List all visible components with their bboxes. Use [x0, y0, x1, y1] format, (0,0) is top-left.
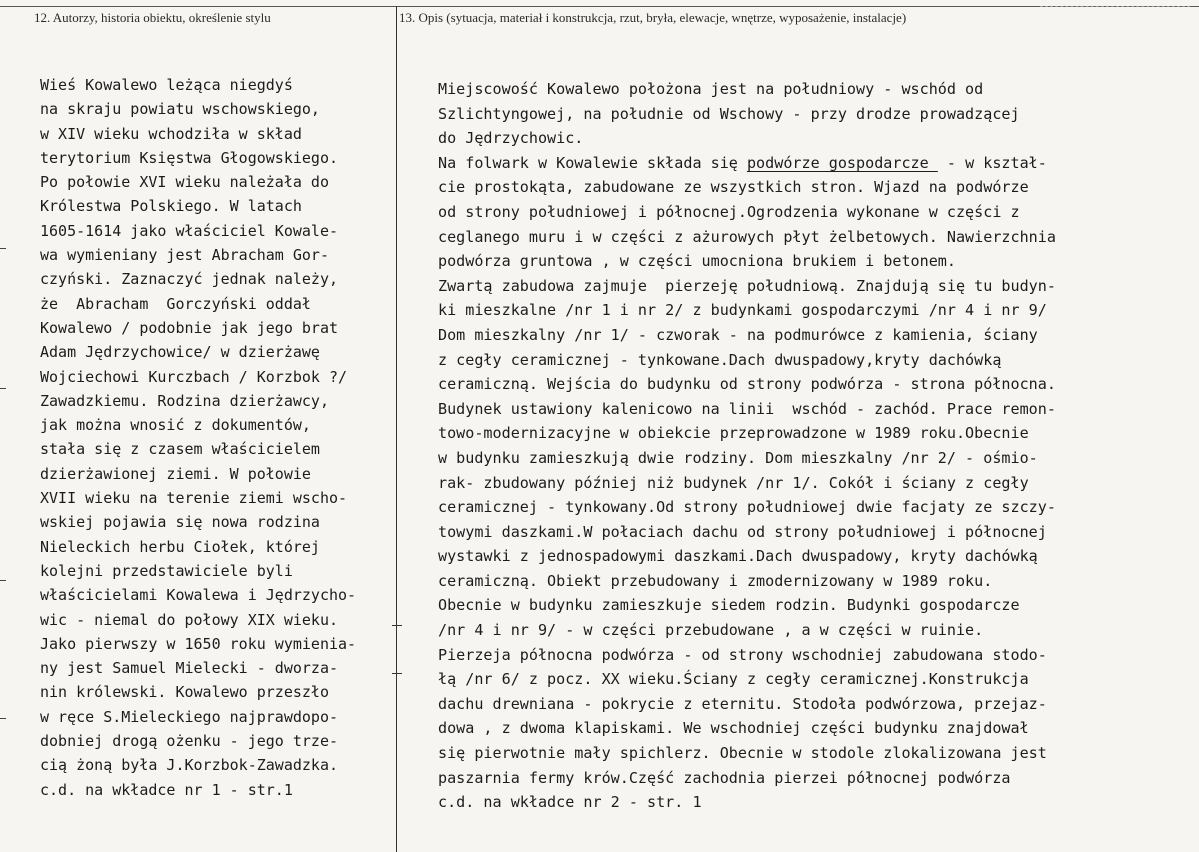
text-line: Pierzeja północna podwórza - od strony wschodniej zabudowana stodo- — [438, 645, 1047, 664]
top-rule — [0, 6, 1199, 7]
text-line: Obecnie w budynku zamieszkuje siedem rodzin. Budynki gospodarcze — [438, 596, 1020, 615]
description-text-column — [438, 77, 1193, 815]
text-line: łą /nr 6/ z pocz. XX wieku.Ściany z cegły ceramicznej.Konstrukcja — [438, 670, 1029, 689]
text-line: nin królewski. Kowalewo przeszło — [40, 683, 329, 702]
text-line: Dom mieszkalny /nr 1/ - czworak - na podmurówce z kamienia, ściany — [438, 325, 1038, 344]
text-line: Budynek ustawiony kalenicowo na linii wschód - zachód. Prace remon- — [438, 399, 1056, 418]
text-line: dobniej drogą ożenku - jego trze- — [40, 732, 339, 751]
text-line: Wojciechowi Kurczbach / Korzbok ?/ — [40, 367, 348, 386]
margin-tick — [0, 718, 6, 719]
text-line: ceramiczną. Obiekt przebudowany i zmodernizowany w 1989 roku. — [438, 571, 993, 590]
text-line: jak można wnosić z dokumentów, — [40, 416, 311, 435]
text-line: /nr 4 i nr 9/ - w części przebudowane , a w części w ruinie. — [438, 621, 984, 640]
text-line: podwórza gruntowa , w części umocniona brukiem i betonem. — [438, 252, 956, 271]
text-line: właścicielami Kowalewa i Jędrzycho- — [40, 586, 357, 605]
margin-tick — [0, 580, 6, 581]
text-line: ceglanego muru i w części z ażurowych płyt żelbetowych. Nawierzchnia — [438, 227, 1056, 246]
text-line: paszarnia fermy krów.Część zachodnia pierzei północnej podwórza — [438, 768, 1011, 787]
continuation-note: c.d. na wkładce nr 1 - str.1 — [40, 780, 293, 799]
text-line: ki mieszkalne /nr 1 i nr 2/ z budynkami gospodarczymi /nr 4 i nr 9/ — [438, 301, 1047, 320]
text-line: ceramiczną. Wejścia do budynku od strony podwórza - strona północna. — [438, 375, 1056, 394]
text-line: wskiej pojawia się nowa rodzina — [40, 513, 320, 532]
text-line: od strony południowej i północnej.Ogrodzenia wykonane w części z — [438, 202, 1020, 221]
history-text-column — [40, 73, 394, 802]
text-line: towo-modernizacyjne w obiekcie przeprowadzone w 1989 roku.Obecnie — [438, 424, 1029, 443]
text-line: w ręce S.Mieleckiego najprawdopo- — [40, 707, 339, 726]
text-line: Po połowie XVI wieku należała do — [40, 173, 329, 192]
text-line: Adam Jędrzychowice/ w dzierżawę — [40, 343, 320, 362]
text-line: czyński. Zaznaczyć jednak należy, — [40, 270, 339, 289]
underlined-term: podwórze gospodarcze — [746, 153, 938, 172]
text-line: ny jest Samuel Mielecki - dworza- — [40, 659, 339, 678]
text-line: ceramicznej - tynkowany.Od strony południowej dwie facjaty ze szczy- — [438, 498, 1056, 517]
text-line: Królestwa Polskiego. W latach — [40, 197, 302, 216]
text-line: Zwartą zabudowa zajmuje pierzeję południową. Znajdują się tu budyn- — [438, 276, 1056, 295]
text-line: z cegły ceramicznej - tynkowane.Dach dwuspadowy,kryty dachówką — [438, 350, 1002, 369]
text-line: terytorium Księstwa Głogowskiego. — [40, 148, 339, 167]
text-line: cią żoną była J.Korzbok-Zawadzka. — [40, 756, 339, 775]
text-line: w XIV wieku wchodziła w skład — [40, 124, 302, 143]
text-line: cie prostokąta, zabudowane ze wszystkich stron. Wjazd na podwórze — [438, 178, 1029, 197]
text-line: dachu drewniana - pokrycie z eternitu. Stodoła podwórzowa, przejaz- — [438, 694, 1047, 713]
text-line: Jako pierwszy w 1650 roku wymienia- — [40, 634, 357, 653]
text-line: się pierwotnie mały spichlerz. Obecnie w stodole zlokalizowana jest — [438, 744, 1047, 763]
margin-tick — [0, 388, 6, 389]
text-line: towymi daszkami.W połaciach dachu od strony południowej i północnej — [438, 522, 1047, 541]
text-line: na skraju powiatu wschowskiego, — [40, 100, 320, 119]
top-rule-dashed — [1040, 6, 1190, 7]
text-line: Zawadzkiemu. Rodzina dzierżawcy, — [40, 391, 329, 410]
section-12-heading: 12. Autorzy, historia obiektu, określenie stylu — [34, 10, 271, 25]
text-line: w budynku zamieszkują dwie rodziny. Dom mieszkalny /nr 2/ - ośmio- — [438, 448, 1038, 467]
text-line: wystawki z jednospadowymi daszkami.Dach dwuspadowy, kryty dachówką — [438, 547, 1038, 566]
left-margin-ticks — [0, 0, 8, 852]
section-13-heading: 13. Opis (sytuacja, materiał i konstrukcja, rzut, bryła, elewacje, wnętrze, wyposażenie, instalacje) — [399, 10, 907, 25]
text-segment: - w kształ- — [937, 153, 1047, 172]
text-line: dzierżawionej ziemi. W połowie — [40, 464, 311, 483]
continuation-note: c.d. na wkładce nr 2 - str. 1 — [438, 793, 702, 812]
column-divider — [396, 6, 397, 852]
text-line: Miejscowość Kowalewo położona jest na południowy - wschód od — [438, 80, 984, 98]
text-line: Szlichtyngowej, na południe od Wschowy - przy drodze prowadzącej — [438, 104, 1020, 123]
text-line: kolejni przedstawiciele byli — [40, 561, 293, 580]
text-line: że Abracham Gorczyński oddał — [40, 294, 311, 313]
text-line: 1605-1614 jako właściciel Kowale- — [40, 221, 339, 240]
text-line: wic - niemal do połowy XIX wieku. — [40, 610, 339, 629]
text-line-with-underline — [438, 151, 1193, 176]
text-segment: Na folwark w Kowalewie składa się — [438, 153, 747, 172]
text-line: Nieleckich herbu Ciołek, której — [40, 537, 320, 556]
text-line: do Jędrzychowic. — [438, 129, 584, 148]
text-line: stała się z czasem właścicielem — [40, 440, 320, 459]
text-line: dowa , z dwoma klapiskami. We wschodniej części budynku znajdował — [438, 719, 1029, 738]
text-line: rak- zbudowany później niż budynek /nr 1/. Cokół i ściany z cegły — [438, 473, 1029, 492]
text-line: wa wymieniany jest Abracham Gor- — [40, 246, 329, 265]
margin-tick — [0, 248, 6, 249]
text-line: Wieś Kowalewo leżąca niegdyś — [40, 76, 293, 94]
text-line: Kowalewo / podobnie jak jego brat — [40, 318, 339, 337]
text-line: XVII wieku na terenie ziemi wscho- — [40, 489, 348, 508]
